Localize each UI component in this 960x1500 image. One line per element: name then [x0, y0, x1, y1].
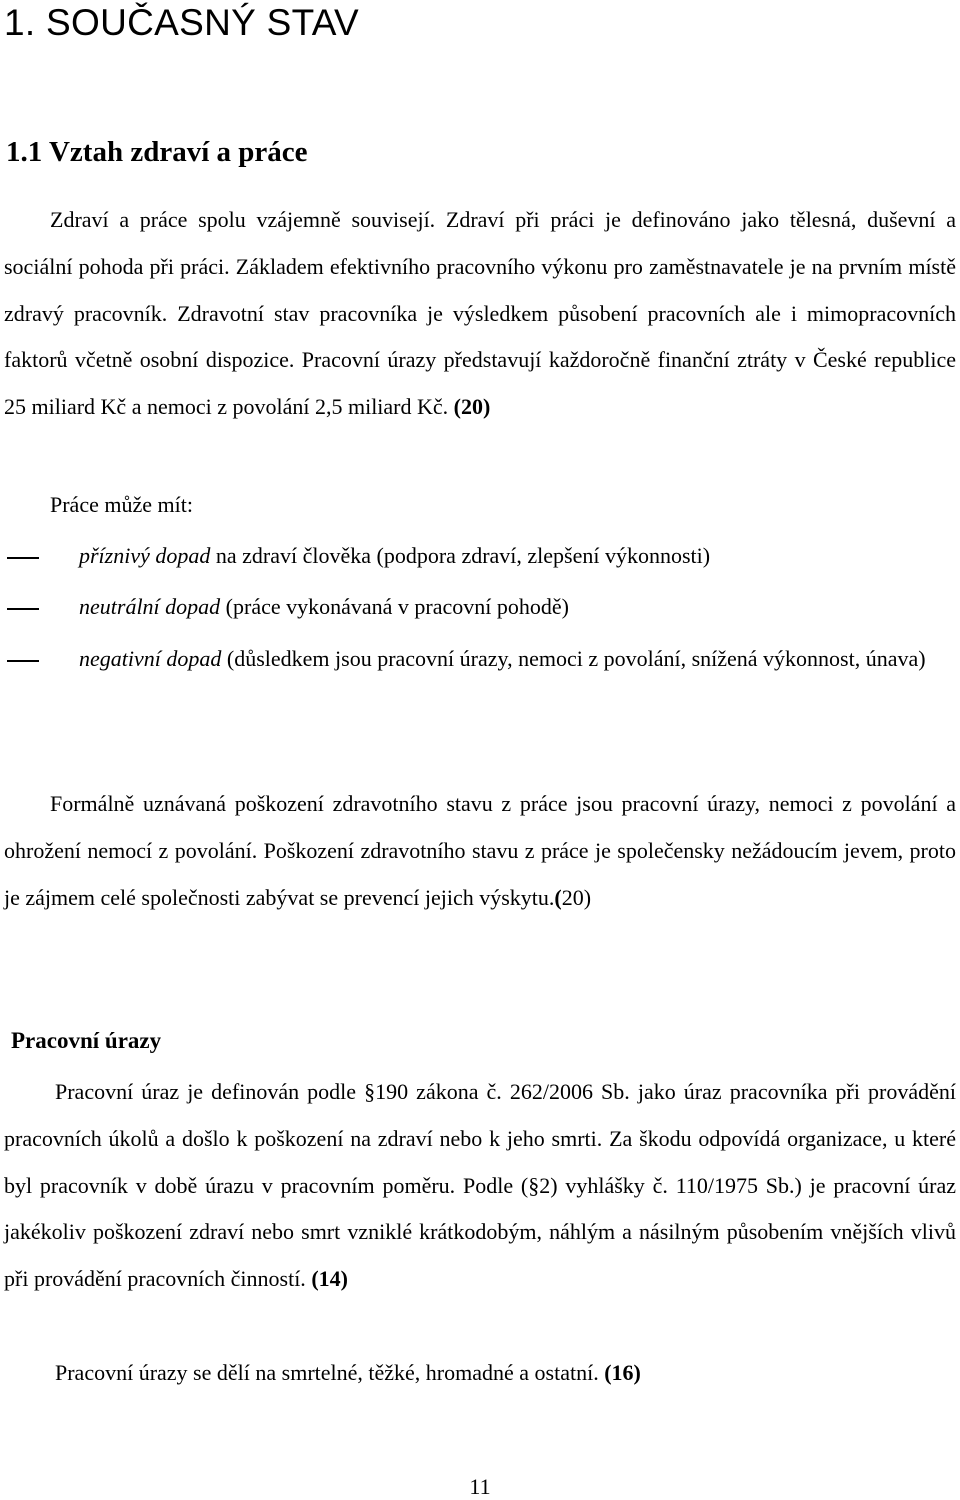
section-heading: 1.1 Vztah zdraví a práce: [6, 136, 308, 168]
dash-bullet: [7, 608, 39, 610]
paragraph-text: Pracovní úrazy se dělí na smrtelné, těžké, hromadné a ostatní.: [55, 1360, 605, 1385]
list-item-text: [79, 533, 956, 580]
paragraph-work-injury-definition: [4, 1069, 956, 1303]
list-item-desc: (práce vykonávaná v pracovní pohodě): [220, 594, 569, 619]
citation-ref: (16): [604, 1360, 641, 1385]
list-item-text: [79, 584, 956, 631]
paragraph-injury-classification: [55, 1350, 641, 1396]
paragraph-text: Formálně uznávaná poškození zdravotního stavu z práce jsou pracovní úrazy, nemoci z povolání a ohrožení nemocí z povolání. Poškození zdravotního stavu z práce je společensky nežádoucím jevem, proto je zájmem celé společnosti zabývat se prevencí jejich výskytu.: [4, 791, 956, 910]
chapter-heading: 1. SOUČASNÝ STAV: [4, 2, 360, 43]
paragraph-text: Zdraví a práce spolu vzájemně souvisejí. Zdraví při práci je definováno jako tělesná, duševní a sociální pohoda při práci. Základem efektivního pracovního výkonu pro zaměstnavatele je na prvním místě zdravý pracovník. Zdravotní stav pracovníka je výsledkem působení pracovních ale i mimopracovních faktorů včetně osobní dispozice. Pracovní úrazy představují každoročně finanční ztráty v České republice 25 miliard Kč a nemoci z povolání 2,5 miliard Kč.: [4, 207, 956, 420]
paragraph-health-and-work: [4, 197, 956, 431]
paragraph-occupational-damage: [4, 781, 956, 921]
citation-ref: (14): [311, 1266, 348, 1292]
dash-bullet: [7, 660, 39, 662]
paragraph-text: Pracovní úraz je definován podle §190 zákona č. 262/2006 Sb. jako úraz pracovníka při provádění pracovních úkolů a došlo k poškození na zdraví nebo k jeho smrti. Za škodu odpovídá organizace, u které byl pracovník v době úrazu v pracovním poměru. Podle (§2) vyhlášky č. 110/1975 Sb.) je pracovní úraz jakékoliv poškození zdraví nebo smrt vzniklé krátkodobým, náhlým a násilným působením vnějších vlivů při provádění pracovních činností.: [4, 1079, 956, 1292]
list-item-text: [79, 636, 956, 683]
list-item-term: negativní dopad: [79, 646, 222, 671]
citation-ref-number: 20): [561, 884, 592, 910]
citation-ref-paren: (: [554, 884, 562, 910]
dash-bullet: [7, 557, 39, 559]
list-intro: Práce může mít:: [50, 492, 193, 517]
list-item-term: neutrální dopad: [79, 594, 221, 619]
subsection-heading: Pracovní úrazy: [11, 1028, 162, 1053]
list-item-term: příznivý dopad: [79, 543, 211, 568]
page-number: 11: [469, 1474, 491, 1499]
list-item-desc: na zdraví člověka (podpora zdraví, zlepšení výkonnosti): [210, 543, 711, 568]
list-item-desc: (důsledkem jsou pracovní úrazy, nemoci z povolání, snížená výkonnost, únava): [221, 646, 926, 671]
citation-ref: (20): [453, 394, 491, 420]
